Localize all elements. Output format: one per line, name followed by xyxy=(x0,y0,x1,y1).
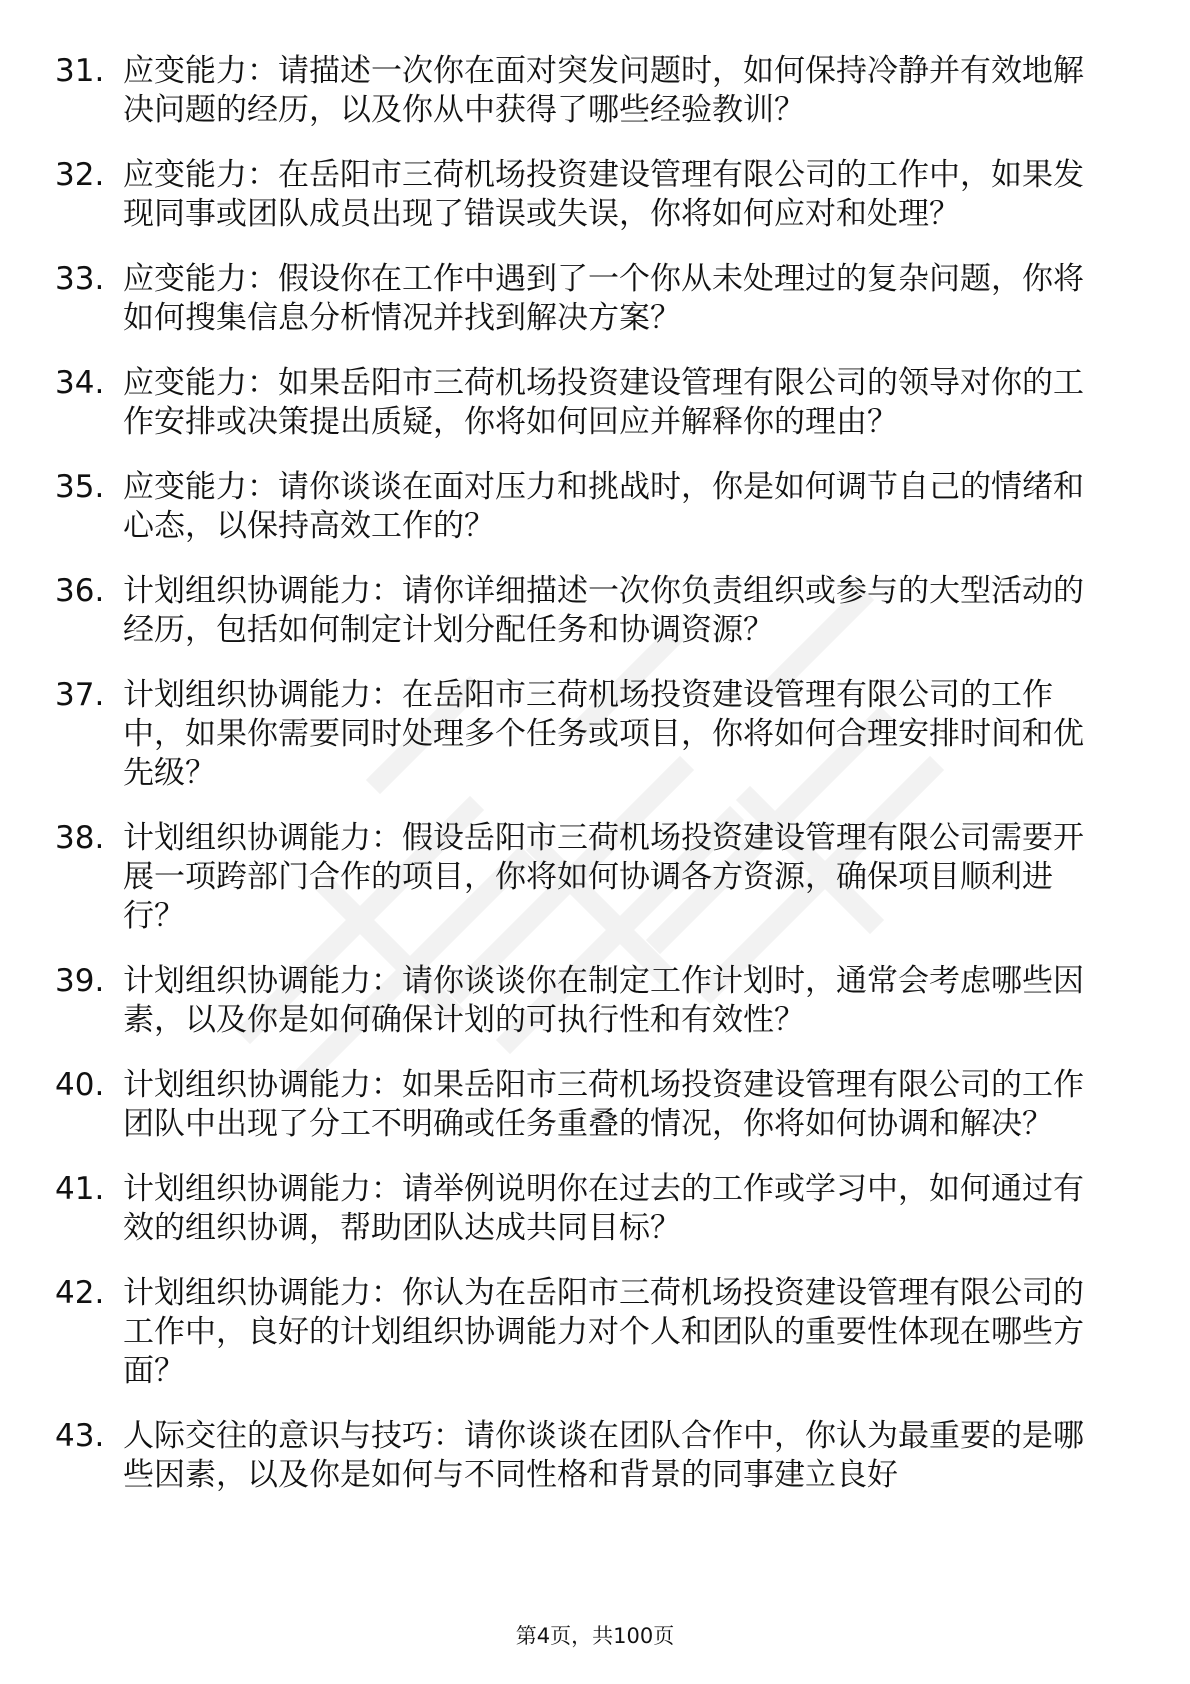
question-number: 42. xyxy=(55,1275,105,1311)
question-number: 37. xyxy=(55,677,105,713)
question-number: 32. xyxy=(55,157,105,193)
question-list xyxy=(55,52,1105,1521)
question-number: 31. xyxy=(55,53,105,89)
question-number: 36. xyxy=(55,573,105,609)
question-text: 应变能力：请描述一次你在面对突发问题时，如何保持冷静并有效地解决问题的经历，以及你从中获得了哪些经验教训？ xyxy=(123,53,1084,128)
question-text: 计划组织协调能力：在岳阳市三荷机场投资建设管理有限公司的工作中，如果你需要同时处理多个任务或项目，你将如何合理安排时间和优先级？ xyxy=(123,677,1084,791)
question-number: 41. xyxy=(55,1171,105,1207)
question-text: 计划组织协调能力：假设岳阳市三荷机场投资建设管理有限公司需要开展一项跨部门合作的项目，你将如何协调各方资源，确保项目顺利进行？ xyxy=(123,820,1084,934)
question-text: 应变能力：如果岳阳市三荷机场投资建设管理有限公司的领导对你的工作安排或决策提出质疑，你将如何回应并解释你的理由？ xyxy=(123,365,1084,440)
question-number: 38. xyxy=(55,820,105,856)
question-text: 计划组织协调能力：你认为在岳阳市三荷机场投资建设管理有限公司的工作中，良好的计划组织协调能力对个人和团队的重要性体现在哪些方面？ xyxy=(123,1275,1084,1389)
question-text: 计划组织协调能力：请举例说明你在过去的工作或学习中，如何通过有效的组织协调，帮助团队达成共同目标？ xyxy=(123,1171,1084,1246)
list-item xyxy=(55,1417,1105,1495)
list-item xyxy=(55,1274,1105,1391)
question-number: 34. xyxy=(55,365,105,401)
list-item xyxy=(55,52,1105,130)
question-text: 应变能力：请你谈谈在面对压力和挑战时，你是如何调节自己的情绪和心态，以保持高效工作的？ xyxy=(123,469,1084,544)
list-item xyxy=(55,676,1105,793)
question-text: 计划组织协调能力：请你谈谈你在制定工作计划时，通常会考虑哪些因素，以及你是如何确保计划的可执行性和有效性？ xyxy=(123,963,1084,1038)
question-text: 计划组织协调能力：请你详细描述一次你负责组织或参与的大型活动的经历，包括如何制定计划分配任务和协调资源？ xyxy=(123,573,1084,648)
question-number: 39. xyxy=(55,963,105,999)
question-number: 43. xyxy=(55,1418,105,1454)
question-text: 应变能力：假设你在工作中遇到了一个你从未处理过的复杂问题，你将如何搜集信息分析情况并找到解决方案？ xyxy=(123,261,1084,336)
list-item xyxy=(55,962,1105,1040)
question-text: 计划组织协调能力：如果岳阳市三荷机场投资建设管理有限公司的工作团队中出现了分工不明确或任务重叠的情况，你将如何协调和解决？ xyxy=(123,1067,1084,1142)
list-item xyxy=(55,260,1105,338)
list-item xyxy=(55,156,1105,234)
list-item xyxy=(55,1170,1105,1248)
question-text: 应变能力：在岳阳市三荷机场投资建设管理有限公司的工作中，如果发现同事或团队成员出现了错误或失误，你将如何应对和处理？ xyxy=(123,157,1084,232)
question-number: 40. xyxy=(55,1067,105,1103)
list-item xyxy=(55,364,1105,442)
page-footer: 第4页，共100页 xyxy=(515,1624,675,1648)
list-item xyxy=(55,819,1105,936)
question-text: 人际交往的意识与技巧：请你谈谈在团队合作中，你认为最重要的是哪些因素，以及你是如何与不同性格和背景的同事建立良好 xyxy=(123,1418,1084,1493)
list-item xyxy=(55,572,1105,650)
list-item xyxy=(55,468,1105,546)
question-number: 35. xyxy=(55,469,105,505)
question-number: 33. xyxy=(55,261,105,297)
list-item xyxy=(55,1066,1105,1144)
